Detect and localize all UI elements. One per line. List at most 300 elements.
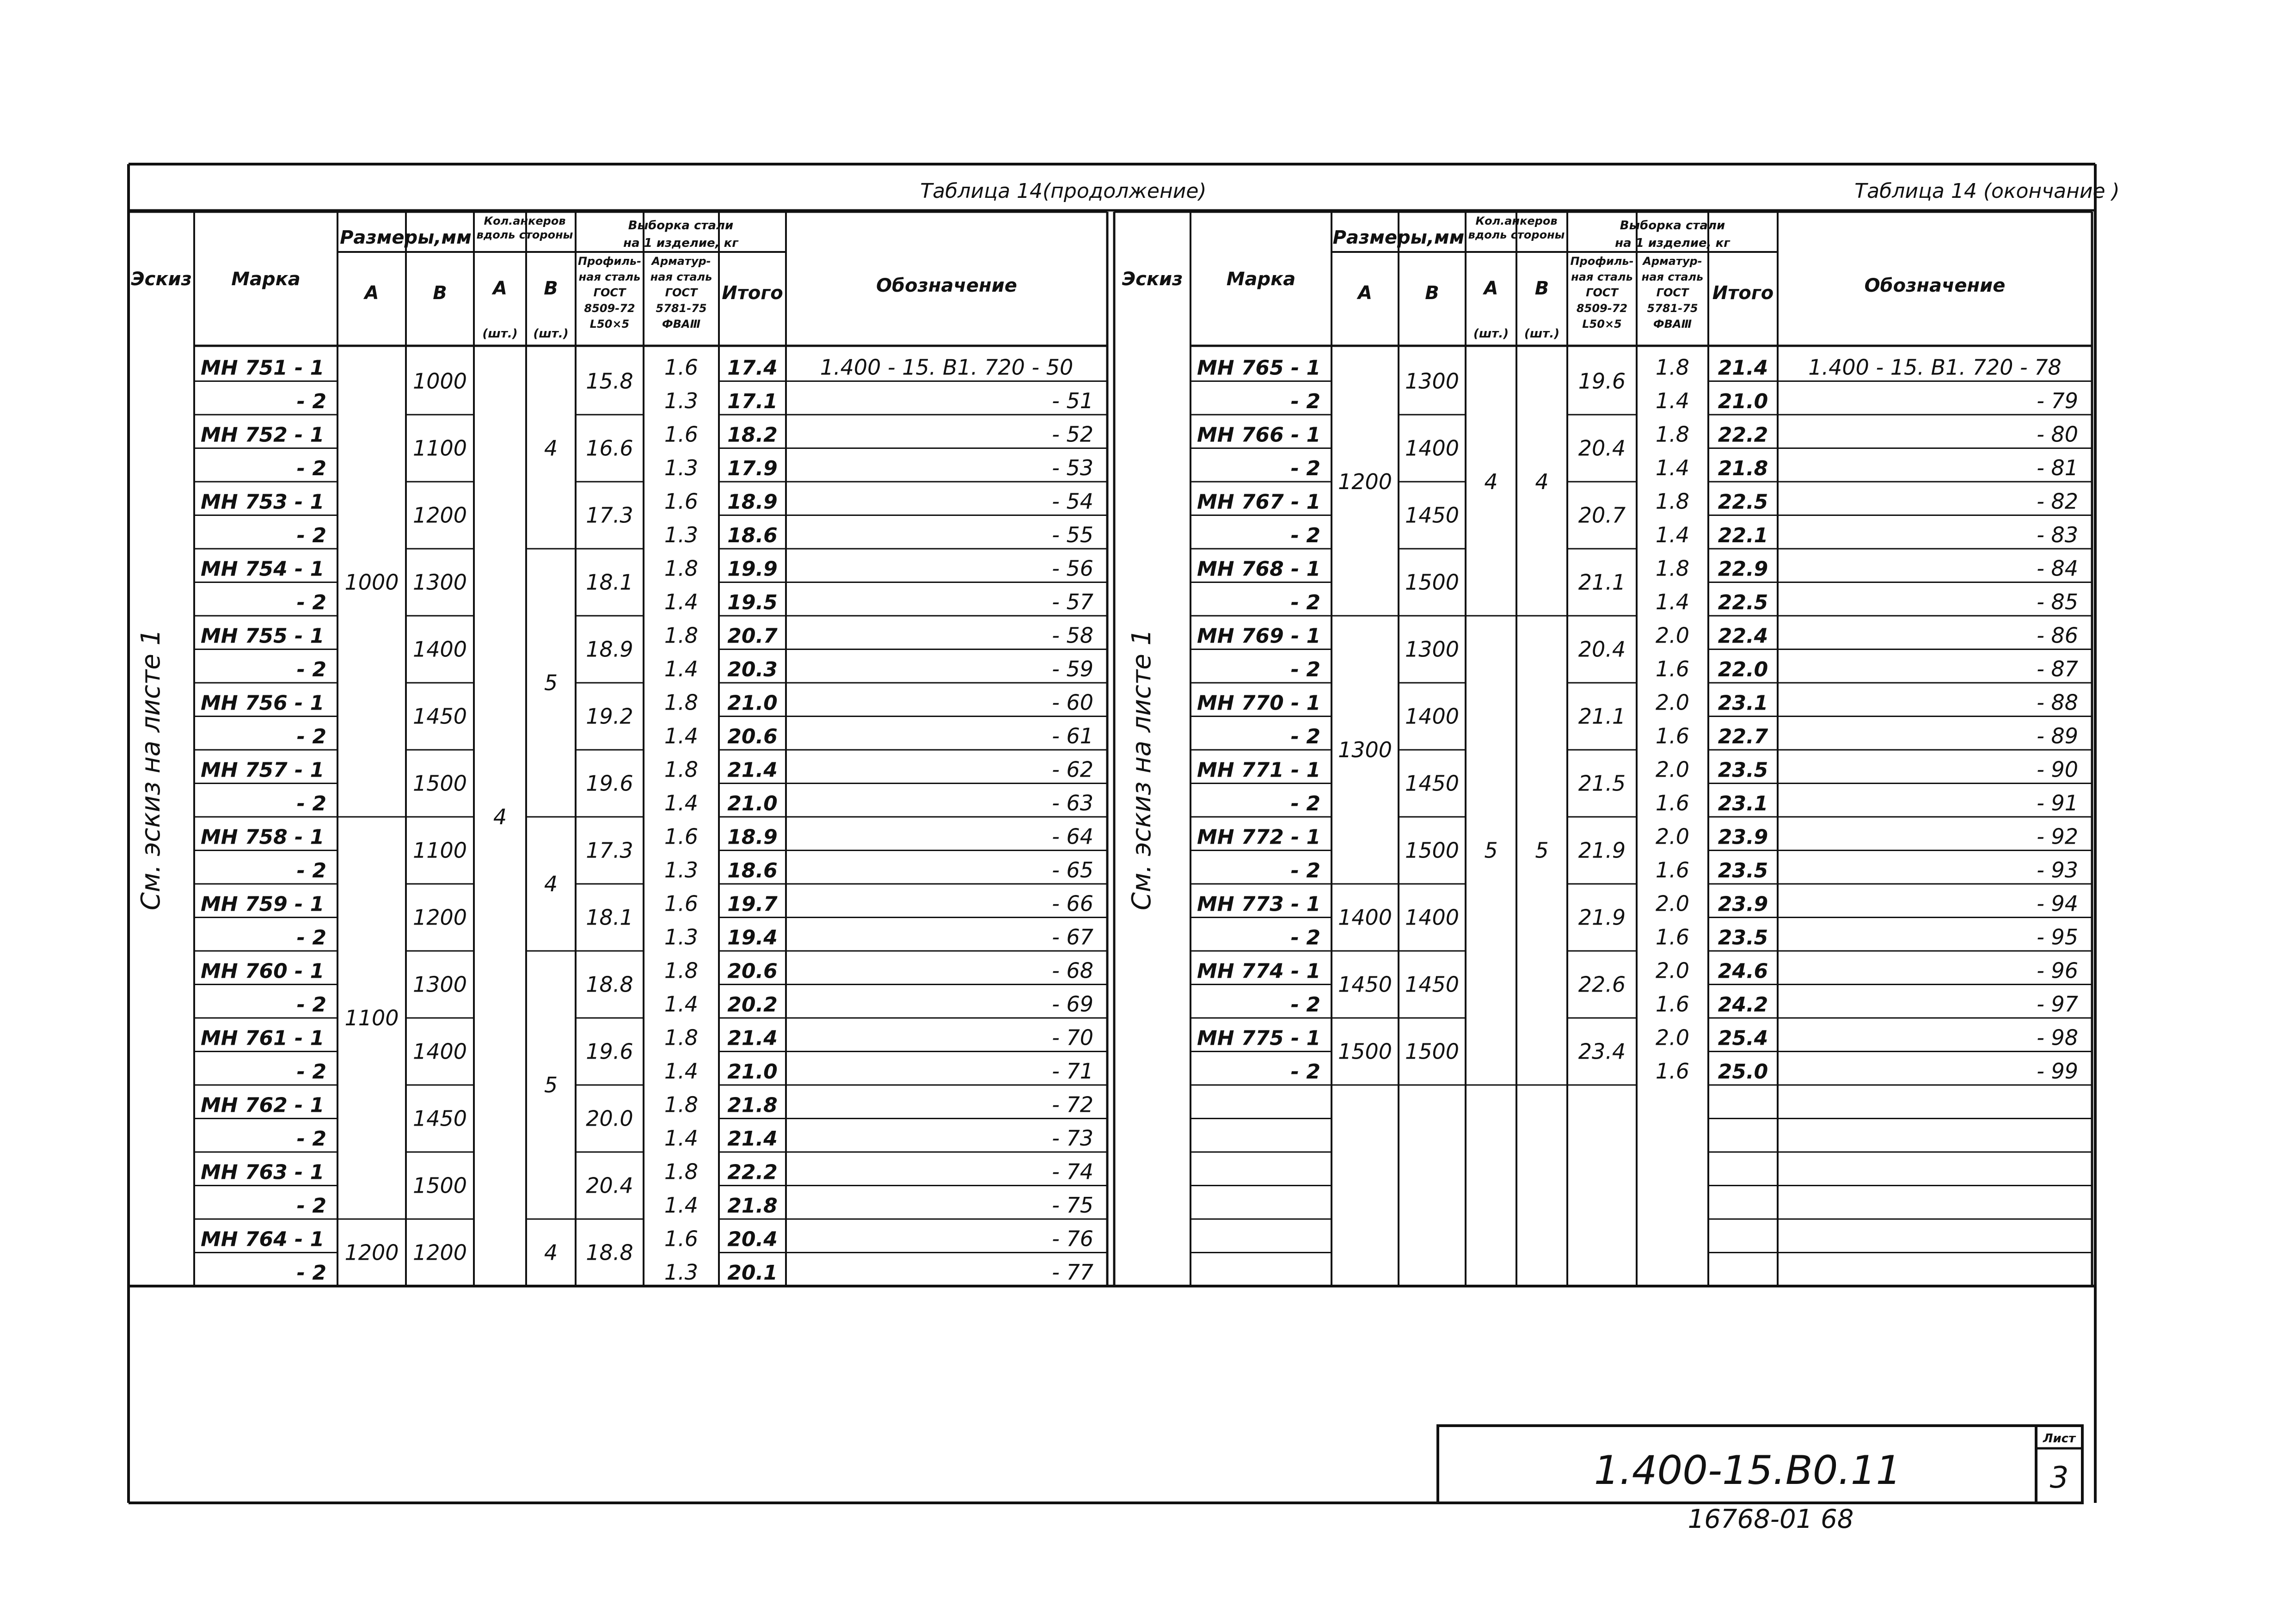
left-marka-cell: МН 757 - 1 bbox=[201, 758, 325, 782]
right-arm-cell: 2.0 bbox=[1655, 958, 1690, 983]
right-b-cell: 1400 bbox=[1405, 905, 1460, 930]
right-b-cell: 1500 bbox=[1405, 838, 1460, 863]
right-b-cell: 1450 bbox=[1405, 972, 1460, 997]
left-obozn-cell: - 59 bbox=[1052, 656, 1093, 681]
right-marka-cell: - 2 bbox=[1290, 457, 1320, 480]
left-b-cell: 1200 bbox=[412, 503, 467, 528]
sheet-label: Лист bbox=[2043, 1432, 2076, 1446]
left-header-profil_1: Профиль- bbox=[577, 255, 642, 268]
left-header-armat_4: 5781-75 bbox=[656, 302, 707, 315]
left-b-cell: 1100 bbox=[412, 838, 467, 863]
right-header-profil_3: ГОСТ bbox=[1586, 286, 1618, 299]
left-header-razmery: Размеры,мм bbox=[340, 227, 472, 248]
left-prof-cell: 20.0 bbox=[586, 1106, 633, 1131]
right-header-itogo: Итого bbox=[1712, 282, 1774, 304]
right-header-profil_4: 8509-72 bbox=[1576, 302, 1628, 315]
left-kb-cell: 5 bbox=[544, 1072, 558, 1097]
left-header-sht-a: (шт.) bbox=[482, 327, 518, 341]
right-marka-cell: - 2 bbox=[1290, 859, 1320, 882]
right-header-kol-2: вдоль стороны bbox=[1468, 228, 1565, 241]
right-b-cell: 1450 bbox=[1405, 503, 1460, 528]
right-marka-cell: МН 765 - 1 bbox=[1197, 356, 1321, 380]
right-prof-cell: 20.7 bbox=[1578, 503, 1626, 528]
left-table-header bbox=[131, 214, 1017, 341]
left-itogo-cell: 20.3 bbox=[727, 658, 778, 681]
left-b-cell: 1400 bbox=[412, 1039, 467, 1064]
right-obozn-cell: - 91 bbox=[2037, 791, 2078, 815]
left-header-itogo: Итого bbox=[722, 282, 783, 304]
left-obozn-cell: - 51 bbox=[1052, 388, 1093, 413]
right-itogo-cell: 24.6 bbox=[1718, 959, 1768, 983]
left-arm-cell: 1.3 bbox=[664, 1260, 699, 1285]
left-kb-cell: 4 bbox=[544, 1240, 558, 1265]
left-prof-cell: 18.9 bbox=[586, 637, 633, 662]
right-arm-cell: 2.0 bbox=[1655, 757, 1690, 782]
left-arm-cell: 1.6 bbox=[664, 824, 699, 849]
right-a-cell: 1500 bbox=[1338, 1039, 1393, 1064]
right-a-cell: 1450 bbox=[1338, 972, 1393, 997]
right-obozn-cell: - 98 bbox=[2037, 1025, 2078, 1050]
right-marka-cell: МН 773 - 1 bbox=[1197, 892, 1321, 916]
left-header-profil_4: 8509-72 bbox=[584, 302, 635, 315]
left-marka-cell: МН 759 - 1 bbox=[201, 892, 325, 916]
left-arm-cell: 1.6 bbox=[664, 355, 699, 380]
right-itogo-cell: 21.0 bbox=[1718, 390, 1768, 413]
right-header-b: В bbox=[1425, 282, 1439, 304]
left-prof-cell: 18.1 bbox=[586, 570, 633, 595]
left-arm-cell: 1.6 bbox=[664, 891, 699, 916]
left-b-cell: 1200 bbox=[412, 1240, 467, 1265]
left-itogo-cell: 21.0 bbox=[727, 792, 778, 815]
left-obozn-cell: 1.400 - 15. В1. 720 - 50 bbox=[820, 355, 1074, 380]
left-marka-cell: МН 763 - 1 bbox=[201, 1160, 325, 1184]
right-b-cell: 1450 bbox=[1405, 771, 1460, 796]
left-kb-cell: 4 bbox=[544, 871, 558, 896]
right-ka-cell: 5 bbox=[1484, 838, 1498, 863]
right-a-cell: 1400 bbox=[1338, 905, 1393, 930]
right-arm-cell: 1.6 bbox=[1655, 656, 1690, 681]
right-itogo-cell: 21.4 bbox=[1718, 356, 1768, 380]
right-marka-cell: МН 770 - 1 bbox=[1197, 691, 1321, 715]
left-marka-cell: - 2 bbox=[296, 658, 326, 681]
left-obozn-cell: - 72 bbox=[1052, 1092, 1093, 1117]
right-itogo-cell: 21.8 bbox=[1718, 457, 1768, 480]
left-header-profil_5: L50×5 bbox=[589, 318, 630, 331]
left-marka-cell: - 2 bbox=[296, 591, 326, 614]
left-header-armat_1: Арматур- bbox=[651, 255, 711, 268]
left-marka-cell: - 2 bbox=[296, 1261, 326, 1285]
left-arm-cell: 1.8 bbox=[664, 623, 699, 648]
right-arm-cell: 1.8 bbox=[1655, 422, 1690, 447]
right-arm-cell: 1.4 bbox=[1655, 455, 1690, 480]
left-obozn-cell: - 74 bbox=[1052, 1159, 1093, 1184]
right-marka-cell: МН 774 - 1 bbox=[1197, 959, 1321, 983]
left-prof-cell: 19.2 bbox=[586, 704, 633, 729]
left-obozn-cell: - 67 bbox=[1052, 925, 1093, 950]
right-header-obozn: Обозначение bbox=[1864, 275, 2006, 296]
right-marka-cell: - 2 bbox=[1290, 926, 1320, 950]
left-obozn-cell: - 61 bbox=[1052, 723, 1093, 748]
right-obozn-cell: - 88 bbox=[2037, 690, 2078, 715]
left-kb-cell: 4 bbox=[544, 435, 558, 461]
right-arm-cell: 1.6 bbox=[1655, 723, 1690, 748]
right-obozn-cell: - 79 bbox=[2037, 388, 2078, 413]
right-itogo-cell: 23.9 bbox=[1718, 892, 1768, 916]
right-itogo-cell: 25.0 bbox=[1718, 1060, 1768, 1084]
left-obozn-cell: - 68 bbox=[1052, 958, 1093, 983]
right-header-armat_1: Арматур- bbox=[1643, 255, 1702, 268]
left-b-cell: 1500 bbox=[412, 1173, 467, 1198]
right-table-title: Таблица 14 (окончание ) bbox=[1854, 179, 2120, 203]
left-obozn-cell: - 53 bbox=[1052, 455, 1093, 480]
left-header-vyb-2: на 1 изделие, кг bbox=[623, 236, 738, 250]
inventory-number: 16768-01 68 bbox=[1688, 1504, 1854, 1534]
right-prof-cell: 20.4 bbox=[1578, 637, 1626, 662]
left-arm-cell: 1.3 bbox=[664, 388, 699, 413]
right-marka-cell: - 2 bbox=[1290, 658, 1320, 681]
left-marka-cell: МН 758 - 1 bbox=[201, 825, 325, 849]
right-b-cell: 1500 bbox=[1405, 1039, 1460, 1064]
left-arm-cell: 1.8 bbox=[664, 556, 699, 581]
left-obozn-cell: - 56 bbox=[1052, 556, 1093, 581]
left-table-title: Таблица 14(продолжение) bbox=[920, 179, 1207, 203]
right-header-vyb-2: на 1 изделие, кг bbox=[1615, 236, 1730, 250]
left-header-obozn: Обозначение bbox=[876, 275, 1017, 296]
right-itogo-cell: 22.0 bbox=[1718, 658, 1768, 681]
right-itogo-cell: 25.4 bbox=[1718, 1026, 1768, 1050]
right-kb-cell: 5 bbox=[1535, 838, 1549, 863]
right-obozn-cell: - 90 bbox=[2037, 757, 2078, 782]
right-marka-cell: МН 768 - 1 bbox=[1197, 557, 1321, 581]
right-itogo-cell: 22.1 bbox=[1718, 524, 1768, 547]
right-header-armat_5: ФВАⅢ bbox=[1653, 318, 1692, 331]
right-itogo-cell: 23.1 bbox=[1718, 792, 1768, 815]
left-itogo-cell: 21.4 bbox=[727, 758, 778, 782]
left-arm-cell: 1.8 bbox=[664, 690, 699, 715]
left-prof-cell: 19.6 bbox=[586, 1039, 633, 1064]
left-marka-cell: МН 764 - 1 bbox=[201, 1227, 325, 1251]
right-marka-cell: МН 767 - 1 bbox=[1197, 490, 1321, 514]
left-a-cell: 1000 bbox=[344, 570, 399, 595]
left-itogo-cell: 19.4 bbox=[727, 926, 778, 950]
right-arm-cell: 1.6 bbox=[1655, 992, 1690, 1017]
left-obozn-cell: - 70 bbox=[1052, 1025, 1093, 1050]
right-prof-cell: 21.9 bbox=[1578, 905, 1626, 930]
right-marka-cell: МН 775 - 1 bbox=[1197, 1026, 1321, 1050]
right-obozn-cell: - 95 bbox=[2037, 925, 2078, 950]
right-obozn-cell: - 81 bbox=[2037, 455, 2078, 480]
left-obozn-cell: - 55 bbox=[1052, 522, 1093, 547]
left-prof-cell: 18.8 bbox=[586, 1240, 633, 1265]
left-header-armat_5: ФВАⅢ bbox=[662, 318, 701, 331]
left-itogo-cell: 18.6 bbox=[727, 859, 778, 882]
left-itogo-cell: 18.2 bbox=[727, 423, 778, 447]
right-arm-cell: 1.8 bbox=[1655, 489, 1690, 514]
left-prof-cell: 18.8 bbox=[586, 972, 633, 997]
left-marka-cell: МН 753 - 1 bbox=[201, 490, 325, 514]
right-obozn-cell: - 83 bbox=[2037, 522, 2078, 547]
right-header-vyb-1: Выборка стали bbox=[1620, 219, 1725, 233]
left-itogo-cell: 21.8 bbox=[727, 1093, 778, 1117]
left-arm-cell: 1.4 bbox=[664, 1059, 699, 1084]
left-arm-cell: 1.8 bbox=[664, 1159, 699, 1184]
left-marka-cell: - 2 bbox=[296, 524, 326, 547]
right-b-cell: 1500 bbox=[1405, 570, 1460, 595]
right-arm-cell: 2.0 bbox=[1655, 1025, 1690, 1050]
left-obozn-cell: - 71 bbox=[1052, 1059, 1093, 1084]
left-itogo-cell: 20.6 bbox=[727, 959, 778, 983]
sheet-number: 3 bbox=[2050, 1461, 2069, 1495]
left-obozn-cell: - 58 bbox=[1052, 623, 1093, 648]
left-itogo-cell: 19.9 bbox=[727, 557, 778, 581]
left-header-marka: Марка bbox=[231, 269, 301, 290]
right-b-cell: 1300 bbox=[1405, 637, 1460, 662]
left-a-cell: 1100 bbox=[344, 1005, 399, 1030]
right-header-armat_3: ГОСТ bbox=[1656, 286, 1689, 299]
right-itogo-cell: 23.5 bbox=[1718, 758, 1768, 782]
right-arm-cell: 2.0 bbox=[1655, 623, 1690, 648]
right-marka-cell: - 2 bbox=[1290, 725, 1320, 748]
right-header-kb: В bbox=[1534, 278, 1549, 299]
right-prof-cell: 21.9 bbox=[1578, 838, 1626, 863]
left-ka-cell: 4 bbox=[493, 804, 507, 829]
right-prof-cell: 23.4 bbox=[1578, 1039, 1626, 1064]
left-marka-cell: - 2 bbox=[296, 993, 326, 1017]
right-arm-cell: 1.4 bbox=[1655, 589, 1690, 614]
left-header-eskiz: Эскиз bbox=[131, 269, 192, 290]
left-obozn-cell: - 76 bbox=[1052, 1226, 1093, 1251]
right-itogo-cell: 22.5 bbox=[1718, 591, 1768, 614]
right-marka-cell: МН 771 - 1 bbox=[1197, 758, 1321, 782]
left-itogo-cell: 21.0 bbox=[727, 1060, 778, 1084]
right-header-a: А bbox=[1358, 282, 1372, 304]
left-b-cell: 1450 bbox=[412, 704, 467, 729]
right-marka-cell: МН 769 - 1 bbox=[1197, 624, 1321, 648]
left-itogo-cell: 18.6 bbox=[727, 524, 778, 547]
right-obozn-cell: - 92 bbox=[2037, 824, 2078, 849]
left-header-a: А bbox=[364, 282, 379, 304]
title-block bbox=[1438, 1426, 2082, 1503]
left-header-armat_2: ная сталь bbox=[650, 270, 712, 283]
right-kb-cell: 4 bbox=[1535, 469, 1549, 494]
right-obozn-cell: - 86 bbox=[2037, 623, 2078, 648]
left-b-cell: 1000 bbox=[412, 368, 467, 394]
left-itogo-cell: 19.7 bbox=[727, 892, 778, 916]
left-a-cell: 1200 bbox=[344, 1240, 399, 1265]
left-marka-cell: - 2 bbox=[296, 926, 326, 950]
right-arm-cell: 1.8 bbox=[1655, 355, 1690, 380]
left-b-cell: 1300 bbox=[412, 570, 467, 595]
left-table-body bbox=[201, 355, 1093, 1285]
left-itogo-cell: 21.4 bbox=[727, 1026, 778, 1050]
right-obozn-cell: - 89 bbox=[2037, 723, 2078, 748]
left-b-cell: 1400 bbox=[412, 637, 467, 662]
left-b-cell: 1450 bbox=[412, 1106, 467, 1131]
left-obozn-cell: - 60 bbox=[1052, 690, 1093, 715]
left-marka-cell: МН 761 - 1 bbox=[201, 1026, 325, 1050]
left-arm-cell: 1.4 bbox=[664, 1126, 699, 1151]
left-marka-cell: МН 752 - 1 bbox=[201, 423, 325, 447]
left-obozn-cell: - 65 bbox=[1052, 858, 1093, 882]
left-header-profil_2: ная сталь bbox=[578, 270, 641, 283]
left-itogo-cell: 17.1 bbox=[727, 390, 778, 413]
left-prof-cell: 18.1 bbox=[586, 905, 633, 930]
right-obozn-cell: - 84 bbox=[2037, 556, 2078, 581]
left-b-cell: 1200 bbox=[412, 905, 467, 930]
right-obozn-cell: - 96 bbox=[2037, 958, 2078, 983]
left-obozn-cell: - 73 bbox=[1052, 1126, 1093, 1151]
left-obozn-cell: - 75 bbox=[1052, 1193, 1093, 1218]
right-obozn-cell: - 85 bbox=[2037, 589, 2078, 614]
left-marka-cell: - 2 bbox=[296, 390, 326, 413]
right-prof-cell: 22.6 bbox=[1578, 972, 1626, 997]
left-kb-cell: 5 bbox=[544, 670, 558, 695]
left-marka-cell: - 2 bbox=[296, 1127, 326, 1151]
right-itogo-cell: 22.7 bbox=[1718, 725, 1768, 748]
right-header-marka: Марка bbox=[1226, 269, 1296, 290]
right-marka-cell: МН 766 - 1 bbox=[1197, 423, 1321, 447]
right-header-eskiz: Эскиз bbox=[1122, 269, 1183, 290]
right-arm-cell: 1.6 bbox=[1655, 1059, 1690, 1084]
left-itogo-cell: 21.8 bbox=[727, 1194, 778, 1218]
right-b-cell: 1400 bbox=[1405, 435, 1460, 461]
right-table-header bbox=[1122, 214, 2006, 341]
left-arm-cell: 1.3 bbox=[664, 925, 699, 950]
right-itogo-cell: 23.1 bbox=[1718, 691, 1768, 715]
right-header-armat_2: ная сталь bbox=[1641, 270, 1704, 283]
right-arm-cell: 1.4 bbox=[1655, 522, 1690, 547]
left-marka-cell: - 2 bbox=[296, 1060, 326, 1084]
right-marka-cell: - 2 bbox=[1290, 792, 1320, 815]
left-itogo-cell: 20.7 bbox=[727, 624, 778, 648]
right-a-cell: 1200 bbox=[1338, 469, 1393, 494]
left-prof-cell: 17.3 bbox=[586, 838, 633, 863]
left-obozn-cell: - 63 bbox=[1052, 791, 1093, 815]
right-itogo-cell: 23.5 bbox=[1718, 926, 1768, 950]
left-arm-cell: 1.4 bbox=[664, 992, 699, 1017]
right-marka-cell: - 2 bbox=[1290, 390, 1320, 413]
right-marka-cell: - 2 bbox=[1290, 1060, 1320, 1084]
right-prof-cell: 19.6 bbox=[1578, 368, 1626, 394]
right-header-sht-b: (шт.) bbox=[1524, 327, 1560, 341]
left-obozn-cell: - 77 bbox=[1052, 1260, 1093, 1285]
left-header-ka: А bbox=[493, 278, 507, 299]
left-obozn-cell: - 69 bbox=[1052, 992, 1093, 1017]
right-b-cell: 1400 bbox=[1405, 704, 1460, 729]
right-side-note: См. эскиз на листе 1 bbox=[1127, 629, 1157, 911]
left-obozn-cell: - 66 bbox=[1052, 891, 1093, 916]
right-obozn-cell: - 93 bbox=[2037, 858, 2078, 882]
right-header-profil_1: Профиль- bbox=[1570, 255, 1634, 268]
left-marka-cell: МН 760 - 1 bbox=[201, 959, 325, 983]
right-itogo-cell: 23.9 bbox=[1718, 825, 1768, 849]
left-prof-cell: 15.8 bbox=[586, 368, 633, 394]
left-arm-cell: 1.3 bbox=[664, 858, 699, 882]
right-obozn-cell: - 82 bbox=[2037, 489, 2078, 514]
left-side-note: См. эскиз на листе 1 bbox=[136, 629, 166, 911]
right-itogo-cell: 22.4 bbox=[1718, 624, 1768, 648]
left-arm-cell: 1.6 bbox=[664, 422, 699, 447]
right-obozn-cell: 1.400 - 15. В1. 720 - 78 bbox=[1808, 355, 2062, 380]
left-itogo-cell: 18.9 bbox=[727, 490, 778, 514]
left-b-cell: 1100 bbox=[412, 435, 467, 461]
left-header-armat_3: ГОСТ bbox=[665, 286, 698, 299]
left-marka-cell: - 2 bbox=[296, 859, 326, 882]
left-header-sht-b: (шт.) bbox=[533, 327, 569, 341]
right-arm-cell: 2.0 bbox=[1655, 690, 1690, 715]
left-marka-cell: - 2 bbox=[296, 457, 326, 480]
right-arm-cell: 1.6 bbox=[1655, 925, 1690, 950]
left-marka-cell: МН 755 - 1 bbox=[201, 624, 325, 648]
left-arm-cell: 1.4 bbox=[664, 656, 699, 681]
left-marka-cell: МН 754 - 1 bbox=[201, 557, 325, 581]
right-b-cell: 1300 bbox=[1405, 368, 1460, 394]
left-marka-cell: - 2 bbox=[296, 1194, 326, 1218]
left-obozn-cell: - 62 bbox=[1052, 757, 1093, 782]
right-obozn-cell: - 87 bbox=[2037, 656, 2078, 681]
left-obozn-cell: - 57 bbox=[1052, 589, 1093, 614]
right-header-kol-1: Кол.анкеров bbox=[1475, 214, 1558, 227]
left-marka-cell: МН 756 - 1 bbox=[201, 691, 325, 715]
right-prof-cell: 20.4 bbox=[1578, 435, 1626, 461]
left-arm-cell: 1.4 bbox=[664, 791, 699, 815]
right-ka-cell: 4 bbox=[1484, 469, 1498, 494]
right-itogo-cell: 23.5 bbox=[1718, 859, 1768, 882]
left-arm-cell: 1.6 bbox=[664, 489, 699, 514]
left-itogo-cell: 20.6 bbox=[727, 725, 778, 748]
left-itogo-cell: 20.1 bbox=[727, 1261, 778, 1285]
left-itogo-cell: 19.5 bbox=[727, 591, 778, 614]
right-header-razmery: Размеры,мм bbox=[1332, 227, 1465, 248]
left-header-b: В bbox=[433, 282, 447, 304]
right-header-sht-a: (шт.) bbox=[1473, 327, 1509, 341]
right-itogo-cell: 24.2 bbox=[1718, 993, 1768, 1017]
right-marka-cell: - 2 bbox=[1290, 993, 1320, 1017]
left-itogo-cell: 21.0 bbox=[727, 691, 778, 715]
right-marka-cell: МН 772 - 1 bbox=[1197, 825, 1321, 849]
right-itogo-cell: 22.2 bbox=[1718, 423, 1768, 447]
left-prof-cell: 19.6 bbox=[586, 771, 633, 796]
right-header-ka: А bbox=[1484, 278, 1498, 299]
right-arm-cell: 1.8 bbox=[1655, 556, 1690, 581]
right-obozn-cell: - 94 bbox=[2037, 891, 2078, 916]
left-itogo-cell: 21.4 bbox=[727, 1127, 778, 1151]
right-header-profil_5: L50×5 bbox=[1582, 318, 1622, 331]
left-header-vyb-1: Выборка стали bbox=[628, 219, 734, 233]
right-arm-cell: 2.0 bbox=[1655, 891, 1690, 916]
left-b-cell: 1500 bbox=[412, 771, 467, 796]
right-obozn-cell: - 99 bbox=[2037, 1059, 2078, 1084]
left-marka-cell: - 2 bbox=[296, 792, 326, 815]
left-obozn-cell: - 64 bbox=[1052, 824, 1093, 849]
left-b-cell: 1300 bbox=[412, 972, 467, 997]
right-marka-cell: - 2 bbox=[1290, 591, 1320, 614]
left-arm-cell: 1.4 bbox=[664, 723, 699, 748]
right-arm-cell: 1.4 bbox=[1655, 388, 1690, 413]
right-arm-cell: 1.6 bbox=[1655, 858, 1690, 882]
left-marka-cell: МН 762 - 1 bbox=[201, 1093, 325, 1117]
left-header-kb: В bbox=[544, 278, 558, 299]
right-marka-cell: - 2 bbox=[1290, 524, 1320, 547]
left-itogo-cell: 17.4 bbox=[727, 356, 778, 380]
left-itogo-cell: 18.9 bbox=[727, 825, 778, 849]
left-prof-cell: 16.6 bbox=[586, 435, 633, 461]
left-marka-cell: МН 751 - 1 bbox=[201, 356, 325, 380]
right-arm-cell: 2.0 bbox=[1655, 824, 1690, 849]
left-arm-cell: 1.3 bbox=[664, 455, 699, 480]
left-itogo-cell: 20.2 bbox=[727, 993, 778, 1017]
left-arm-cell: 1.8 bbox=[664, 958, 699, 983]
